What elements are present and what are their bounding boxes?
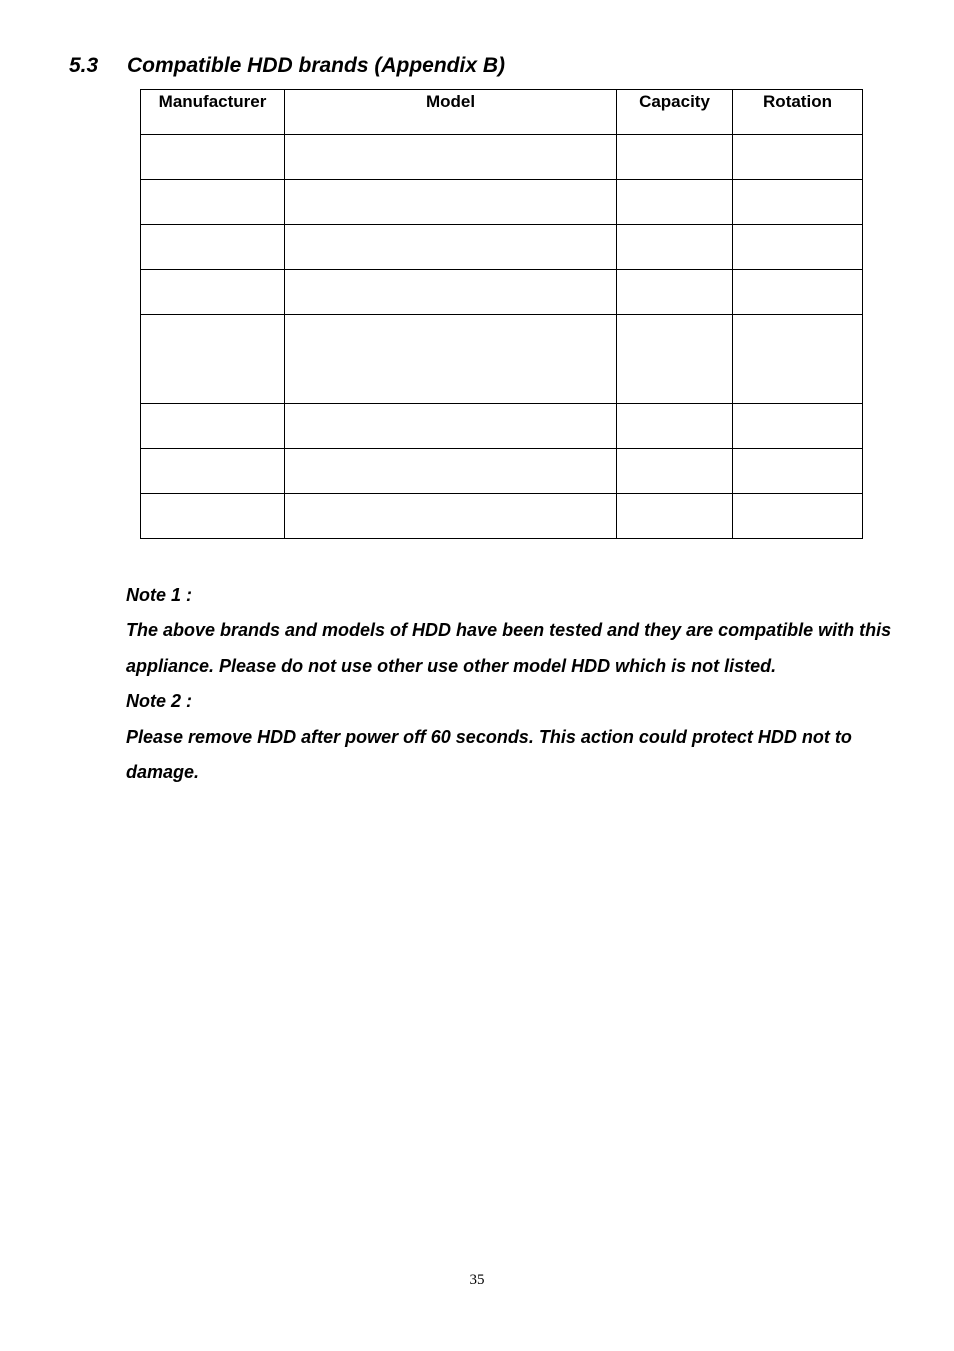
cell-manufacturer: [141, 180, 285, 225]
cell-capacity: [617, 404, 733, 449]
table-row: [141, 270, 863, 315]
cell-model: [285, 270, 617, 315]
cell-capacity: [617, 449, 733, 494]
table-row: [141, 315, 863, 404]
cell-manufacturer: [141, 404, 285, 449]
cell-manufacturer: [141, 315, 285, 404]
cell-rotation: [733, 449, 863, 494]
cell-capacity: [617, 315, 733, 404]
column-header-rotation: Rotation: [733, 90, 863, 135]
cell-rotation: [733, 404, 863, 449]
cell-manufacturer: [141, 449, 285, 494]
cell-capacity: [617, 225, 733, 270]
cell-model: [285, 449, 617, 494]
cell-capacity: [617, 180, 733, 225]
table-row: [141, 225, 863, 270]
cell-capacity: [617, 494, 733, 539]
section-number: 5.3: [69, 54, 99, 77]
table-row: [141, 404, 863, 449]
cell-rotation: [733, 180, 863, 225]
page-number: 35: [469, 1272, 485, 1288]
table-row: [141, 449, 863, 494]
table-row: [141, 135, 863, 180]
cell-model: [285, 404, 617, 449]
cell-rotation: [733, 225, 863, 270]
table-row: [141, 494, 863, 539]
cell-model: [285, 135, 617, 180]
cell-model: [285, 225, 617, 270]
section-title: Compatible HDD brands (Appendix B): [127, 54, 506, 77]
table-header-row: [141, 90, 863, 135]
section-heading: [69, 54, 505, 78]
table-row: [141, 180, 863, 225]
cell-model: [285, 180, 617, 225]
compatible-hdd-table: [140, 89, 863, 539]
cell-capacity: [617, 135, 733, 180]
cell-manufacturer: [141, 494, 285, 539]
note-2-text: Please remove HDD after power off 60 seconds. This action could protect HDD not to damage.: [126, 726, 852, 783]
column-header-capacity: Capacity: [617, 90, 733, 135]
note-1-text: The above brands and models of HDD have been tested and they are compatible with this appliance. Please do not use other use other model HDD which is not listed.: [126, 620, 892, 676]
notes-section: [126, 578, 896, 790]
cell-manufacturer: [141, 225, 285, 270]
column-header-model: Model: [285, 90, 617, 135]
column-header-manufacturer: Manufacturer: [141, 90, 285, 135]
cell-rotation: [733, 135, 863, 180]
cell-manufacturer: [141, 270, 285, 315]
note-2-label: Note 2 :: [126, 691, 193, 712]
cell-rotation: [733, 315, 863, 404]
cell-model: [285, 494, 617, 539]
cell-rotation: [733, 270, 863, 315]
cell-rotation: [733, 494, 863, 539]
cell-manufacturer: [141, 135, 285, 180]
note-1-label: Note 1 :: [126, 585, 193, 605]
cell-model: [285, 315, 617, 404]
cell-capacity: [617, 270, 733, 315]
